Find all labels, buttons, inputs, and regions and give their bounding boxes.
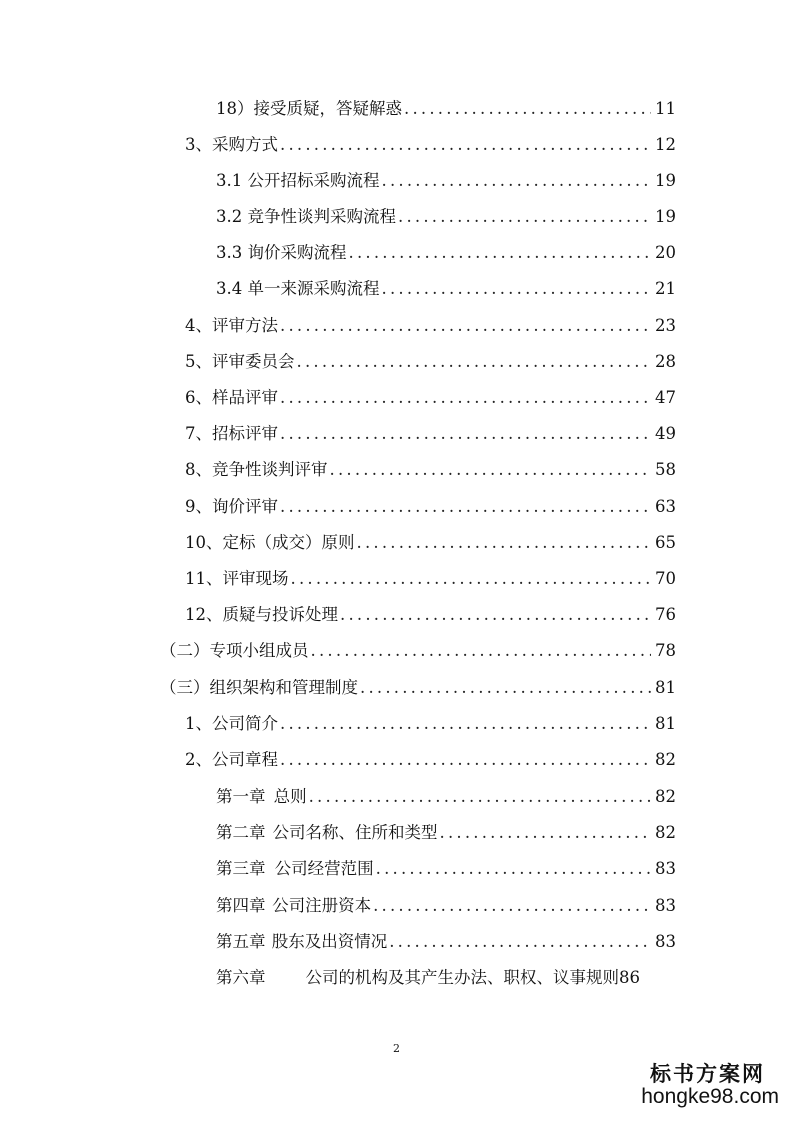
toc-entry[interactable] bbox=[185, 421, 676, 447]
toc-title: 3.4 单一来源采购流程 bbox=[216, 279, 380, 298]
toc-title: 第四章 bbox=[216, 896, 266, 915]
toc-leader-dots bbox=[280, 494, 651, 520]
toc-title: 3、采购方式 bbox=[185, 135, 278, 154]
watermark-url: hongke98.com bbox=[641, 1085, 779, 1108]
toc-leader-dots bbox=[330, 457, 652, 483]
toc-title: 第五章 bbox=[216, 932, 266, 951]
toc-entry[interactable] bbox=[216, 856, 676, 882]
toc-page-number: 21 bbox=[655, 279, 676, 298]
toc-page-number: 28 bbox=[655, 352, 676, 371]
toc-entry[interactable] bbox=[216, 168, 676, 194]
toc-page-number: 12 bbox=[655, 135, 676, 154]
toc-leader-dots bbox=[297, 349, 652, 375]
toc-leader-dots bbox=[389, 929, 651, 955]
toc-entry[interactable] bbox=[216, 96, 676, 122]
toc-leader-dots bbox=[349, 240, 652, 266]
toc-leader-dots bbox=[309, 784, 651, 810]
toc-entry[interactable] bbox=[185, 711, 676, 737]
toc-title: 第一章 bbox=[216, 787, 266, 806]
toc-title: 12、质疑与投诉处理 bbox=[185, 605, 338, 624]
toc-subtitle: 公司的机构及其产生办法、职权、议事规则 bbox=[305, 968, 619, 987]
toc-page-number: 20 bbox=[655, 243, 676, 262]
toc-page-number: 19 bbox=[655, 171, 676, 190]
toc-page-number: 58 bbox=[655, 460, 676, 479]
toc-title: 9、询价评审 bbox=[185, 497, 278, 516]
toc-entry[interactable] bbox=[185, 602, 676, 628]
toc-entry[interactable] bbox=[216, 784, 676, 810]
toc-entry[interactable] bbox=[216, 240, 676, 266]
toc-title: 第三章 bbox=[216, 859, 266, 878]
toc-entry[interactable] bbox=[185, 494, 676, 520]
toc-title: 3.1 公开招标采购流程 bbox=[216, 171, 380, 190]
toc-page-number: 82 bbox=[655, 750, 676, 769]
toc-title: 第六章 bbox=[216, 968, 266, 987]
toc-leader-dots bbox=[280, 132, 651, 158]
toc-leader-dots bbox=[280, 385, 651, 411]
toc-entry[interactable] bbox=[185, 747, 676, 773]
toc-leader-dots bbox=[360, 675, 651, 701]
toc-title: 11、评审现场 bbox=[185, 569, 289, 588]
toc-entry[interactable] bbox=[185, 566, 676, 592]
toc-title: （三）组织架构和管理制度 bbox=[160, 678, 358, 697]
toc-page-number: 83 bbox=[655, 896, 676, 915]
toc-page-number: 82 bbox=[655, 787, 676, 806]
toc-page-number: 83 bbox=[655, 859, 676, 878]
toc-leader-dots bbox=[382, 168, 652, 194]
toc-title: 5、评审委员会 bbox=[185, 352, 295, 371]
toc-page-number: 83 bbox=[655, 932, 676, 951]
toc-page-number: 19 bbox=[655, 207, 676, 226]
toc-page-number: 81 bbox=[655, 714, 676, 733]
toc-page-number: 82 bbox=[655, 823, 676, 842]
toc-entry[interactable] bbox=[185, 385, 676, 411]
page-number: 2 bbox=[393, 1042, 400, 1055]
toc-leader-dots bbox=[373, 893, 651, 919]
toc-title: 1、公司简介 bbox=[185, 714, 278, 733]
toc-subtitle: 公司注册资本 bbox=[272, 896, 372, 915]
toc-leader-dots bbox=[291, 566, 652, 592]
toc-subtitle: 公司经营范围 bbox=[274, 859, 374, 878]
toc-entry[interactable] bbox=[185, 530, 676, 556]
toc-page-number: 11 bbox=[655, 99, 676, 118]
toc-page-number: 78 bbox=[655, 641, 676, 660]
toc-page-number: 76 bbox=[655, 605, 676, 624]
toc-title: 4、评审方法 bbox=[185, 316, 278, 335]
toc-leader-dots bbox=[376, 856, 651, 882]
toc-title: （二）专项小组成员 bbox=[160, 641, 309, 660]
toc-page-number: 81 bbox=[655, 678, 676, 697]
toc-page-number: 49 bbox=[655, 424, 676, 443]
toc-title: 8、竞争性谈判评审 bbox=[185, 460, 328, 479]
toc-entry[interactable] bbox=[216, 965, 686, 991]
toc-title: 第二章 bbox=[216, 823, 266, 842]
toc-entry[interactable] bbox=[160, 675, 676, 701]
toc-leader-dots bbox=[398, 204, 651, 230]
toc-title: 3.3 询价采购流程 bbox=[216, 243, 347, 262]
toc-leader-dots bbox=[440, 820, 651, 846]
toc-leader-dots bbox=[280, 747, 651, 773]
toc-title: 18）接受质疑，答疑解惑 bbox=[216, 99, 402, 118]
toc-entry[interactable] bbox=[160, 638, 676, 664]
toc-title: 2、公司章程 bbox=[185, 750, 278, 769]
toc-entry[interactable] bbox=[216, 929, 676, 955]
toc-leader-dots bbox=[357, 530, 652, 556]
toc-page-number: 47 bbox=[655, 388, 676, 407]
toc-title: 10、定标（成交）原则 bbox=[185, 533, 355, 552]
toc-title: 3.2 竞争性谈判采购流程 bbox=[216, 207, 396, 226]
toc-leader-dots bbox=[280, 313, 651, 339]
toc-title: 7、招标评审 bbox=[185, 424, 278, 443]
toc-entry[interactable] bbox=[185, 132, 676, 158]
toc-entry[interactable] bbox=[216, 204, 676, 230]
toc-entry[interactable] bbox=[185, 313, 676, 339]
toc-leader-dots bbox=[311, 638, 652, 664]
toc-leader-dots bbox=[280, 711, 651, 737]
toc-subtitle: 总则 bbox=[273, 787, 307, 806]
toc-page-number: 70 bbox=[655, 569, 676, 588]
toc-entry[interactable] bbox=[216, 276, 676, 302]
toc-entry[interactable] bbox=[185, 349, 676, 375]
toc-entry[interactable] bbox=[216, 893, 676, 919]
toc-page-number: 23 bbox=[655, 316, 676, 335]
toc-title: 6、样品评审 bbox=[185, 388, 278, 407]
toc-page-number: 86 bbox=[619, 968, 640, 987]
toc-leader-dots bbox=[340, 602, 651, 628]
toc-leader-dots bbox=[404, 96, 651, 122]
toc-entry[interactable] bbox=[216, 820, 676, 846]
toc-leader-dots bbox=[382, 276, 652, 302]
toc-entry[interactable] bbox=[185, 457, 676, 483]
toc-page-number: 63 bbox=[655, 497, 676, 516]
watermark bbox=[629, 1062, 779, 1112]
toc-subtitle: 股东及出资情况 bbox=[271, 932, 388, 951]
toc-page-number: 65 bbox=[655, 533, 676, 552]
toc-subtitle: 公司名称、住所和类型 bbox=[272, 823, 438, 842]
toc-leader-dots bbox=[280, 421, 651, 447]
watermark-name: 标书方案网 bbox=[650, 1062, 765, 1086]
